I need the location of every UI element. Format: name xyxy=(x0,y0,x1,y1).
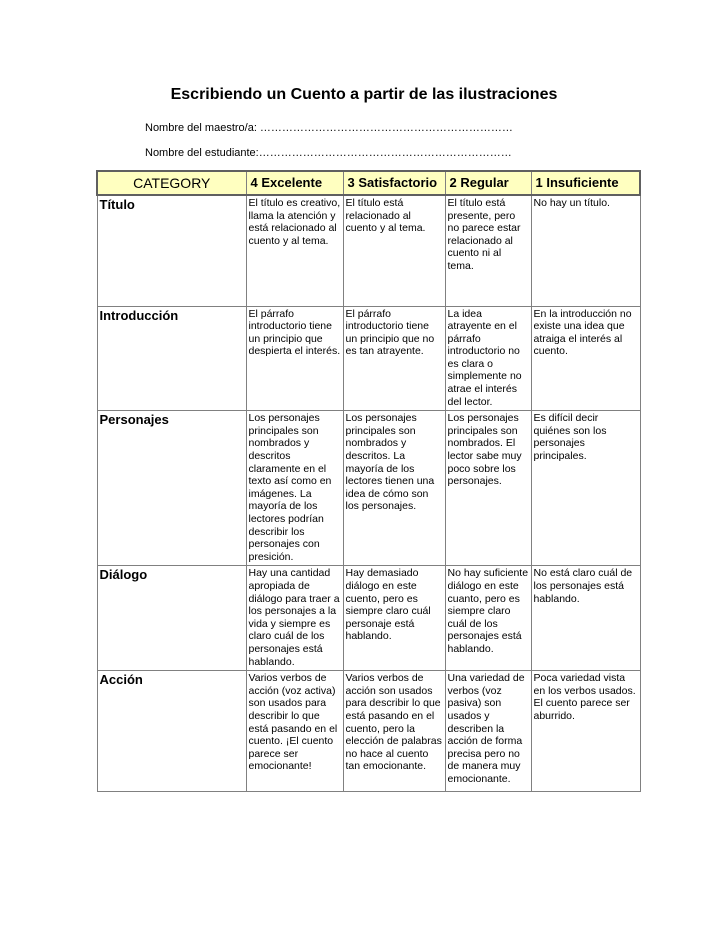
row-category: Introducción xyxy=(97,306,246,411)
rubric-row-personajes xyxy=(97,411,640,566)
rubric-cell: El título es creativo, llama la atención y está relacionado al cuento y al tema. xyxy=(246,195,343,306)
rubric-cell: El título está relacionado al cuento y al tema. xyxy=(343,195,445,306)
header-insuficiente: 1 Insuficiente xyxy=(531,171,640,195)
row-category: Personajes xyxy=(97,411,246,566)
rubric-cell: Poca variedad vista en los verbos usados. El cuento parece ser aburrido. xyxy=(531,671,640,792)
rubric-cell: Una variedad de verbos (voz pasiva) son usados y describen la acción de forma precisa pero no de manera muy emocionante. xyxy=(445,671,531,792)
row-category: Diálogo xyxy=(97,566,246,671)
header-category: CATEGORY xyxy=(97,171,246,195)
rubric-cell: No hay suficiente diálogo en este cuanto, pero es siempre claro cuál de los personajes está hablando. xyxy=(445,566,531,671)
rubric-cell: El párrafo introductorio tiene un principio que despierta el interés. xyxy=(246,306,343,411)
rubric-cell: Los personajes principales son nombrados. El lector sabe muy poco sobre los personajes. xyxy=(445,411,531,566)
rubric-row-dialogo xyxy=(97,566,640,671)
row-category: Título xyxy=(97,195,246,306)
rubric-cell: No está claro cuál de los personajes está hablando. xyxy=(531,566,640,671)
header-excelente: 4 Excelente xyxy=(246,171,343,195)
student-name-field: Nombre del estudiante:…………………………………………………………… xyxy=(145,147,512,159)
rubric-cell: Varios verbos de acción (voz activa) son usados para describir lo que está pasando en el cuento. ¡El cuento parece ser emocionante! xyxy=(246,671,343,792)
rubric-cell: El título está presente, pero no parece estar relacionado al cuento ni al tema. xyxy=(445,195,531,306)
teacher-name-field: Nombre del maestro/a: …………………………………………………………… xyxy=(145,122,513,134)
rubric-table xyxy=(96,170,641,792)
rubric-cell: La idea atrayente en el párrafo introductorio no es clara o simplemente no atrae el interés del lector. xyxy=(445,306,531,411)
document-title: Escribiendo un Cuento a partir de las ilustraciones xyxy=(170,86,558,103)
header-satisfactorio: 3 Satisfactorio xyxy=(343,171,445,195)
rubric-cell: Los personajes principales son nombrados y descritos claramente en el texto así como en imágenes. La mayoría de los lectores podrían describir los personajes con presición. xyxy=(246,411,343,566)
rubric-row-accion xyxy=(97,671,640,792)
rubric-cell: Es difícil decir quiénes son los personajes principales. xyxy=(531,411,640,566)
rubric-cell: Varios verbos de acción son usados para describir lo que está pasando en el cuento, pero la elección de palabras no hace al cuento tan emocionante. xyxy=(343,671,445,792)
rubric-cell: Los personajes principales son nombrados y descritos. La mayoría de los lectores tienen una idea de cómo son los personajes. xyxy=(343,411,445,566)
rubric-row-titulo xyxy=(97,195,640,306)
rubric-header-row xyxy=(97,171,640,195)
rubric-cell: Hay una cantidad apropiada de diálogo para traer a los personajes a la vida y siempre es claro cuál de los personajes está hablando. xyxy=(246,566,343,671)
rubric-cell: En la introducción no existe una idea que atraiga el interés al cuento. xyxy=(531,306,640,411)
rubric-cell: Hay demasiado diálogo en este cuento, pero es siempre claro cuál personaje está hablando. xyxy=(343,566,445,671)
header-regular: 2 Regular xyxy=(445,171,531,195)
rubric-cell: El párrafo introductorio tiene un principio que no es tan atrayente. xyxy=(343,306,445,411)
rubric-cell: No hay un título. xyxy=(531,195,640,306)
rubric-row-introduccion xyxy=(97,306,640,411)
row-category: Acción xyxy=(97,671,246,792)
